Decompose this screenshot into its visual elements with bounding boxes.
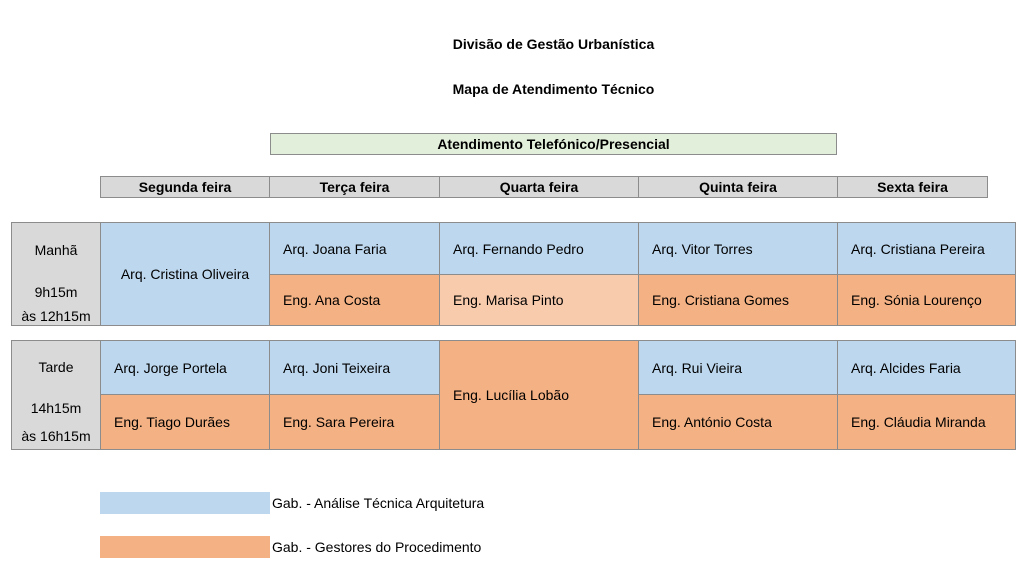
header-wednesday: Quarta feira xyxy=(439,176,639,198)
morning-friday-arq: Arq. Cristiana Pereira xyxy=(837,222,1016,275)
afternoon-tuesday-eng: Eng. Sara Pereira xyxy=(269,394,440,450)
afternoon-period-cell xyxy=(11,340,101,450)
afternoon-wednesday-cell: Eng. Lucília Lobão xyxy=(439,340,639,450)
legend-managers-label: Gab. - Gestores do Procedimento xyxy=(272,539,482,555)
afternoon-thursday-eng: Eng. António Costa xyxy=(638,394,838,450)
map-title: Mapa de Atendimento Técnico xyxy=(452,81,655,97)
morning-time-end: às 12h15m xyxy=(21,308,91,324)
afternoon-friday-eng: Eng. Cláudia Miranda xyxy=(837,394,1016,450)
afternoon-monday-arq: Arq. Jorge Portela xyxy=(100,340,270,395)
legend-managers-swatch xyxy=(100,536,270,558)
legend-architecture-label: Gab. - Análise Técnica Arquitetura xyxy=(272,495,485,511)
morning-wednesday-arq: Arq. Fernando Pedro xyxy=(439,222,639,275)
header-monday: Segunda feira xyxy=(100,176,270,198)
header-tuesday: Terça feira xyxy=(269,176,440,198)
afternoon-tuesday-arq: Arq. Joni Teixeira xyxy=(269,340,440,395)
afternoon-time-start: 14h15m xyxy=(30,400,82,416)
morning-wednesday-eng: Eng. Marisa Pinto xyxy=(439,274,639,326)
header-thursday: Quinta feira xyxy=(638,176,838,198)
afternoon-monday-eng: Eng. Tiago Durães xyxy=(100,394,270,450)
header-friday: Sexta feira xyxy=(837,176,988,198)
afternoon-friday-arq: Arq. Alcides Faria xyxy=(837,340,1016,395)
morning-tuesday-eng: Eng. Ana Costa xyxy=(269,274,440,326)
morning-label: Manhã xyxy=(34,242,78,258)
morning-thursday-arq: Arq. Vitor Torres xyxy=(638,222,838,275)
afternoon-time-end: às 16h15m xyxy=(21,428,91,444)
afternoon-thursday-arq: Arq. Rui Vieira xyxy=(638,340,838,395)
morning-tuesday-arq: Arq. Joana Faria xyxy=(269,222,440,275)
afternoon-label: Tarde xyxy=(38,359,74,375)
division-title: Divisão de Gestão Urbanística xyxy=(452,36,655,52)
morning-friday-eng: Eng. Sónia Lourenço xyxy=(837,274,1016,326)
morning-period-cell xyxy=(11,222,101,326)
morning-time-start: 9h15m xyxy=(34,284,78,300)
morning-monday-cell: Arq. Cristina Oliveira xyxy=(100,222,270,326)
legend-architecture-swatch xyxy=(100,492,270,514)
morning-thursday-eng: Eng. Cristiana Gomes xyxy=(638,274,838,326)
service-banner: Atendimento Telefónico/Presencial xyxy=(270,133,837,155)
